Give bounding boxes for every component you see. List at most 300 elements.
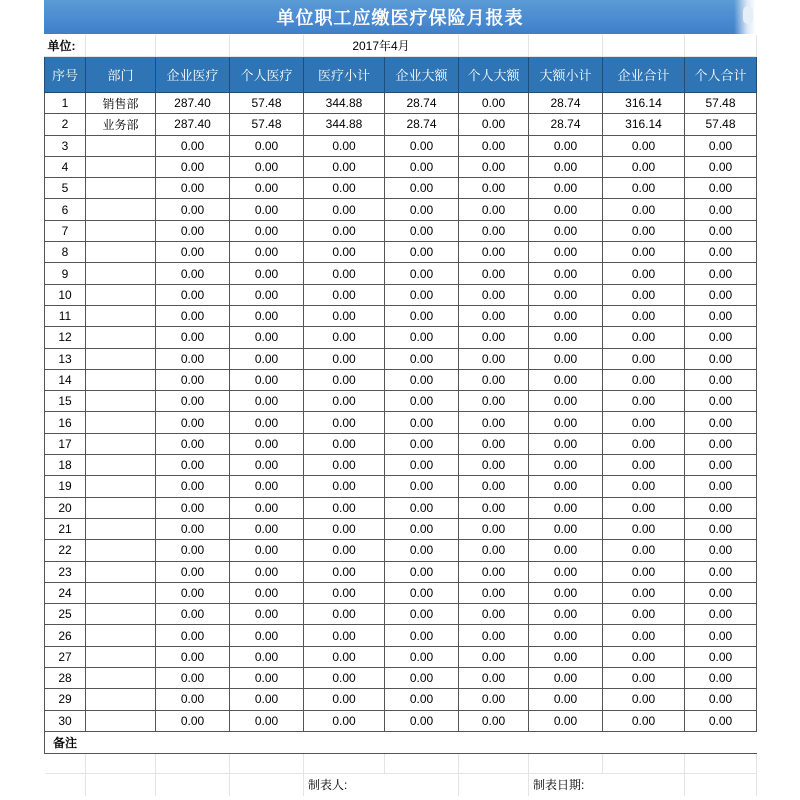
amount-cell[interactable]: 0.00 bbox=[529, 497, 603, 518]
row-number-cell[interactable]: 23 bbox=[45, 561, 86, 582]
department-cell[interactable] bbox=[86, 178, 156, 199]
amount-cell[interactable]: 0.00 bbox=[156, 327, 230, 348]
row-number-cell[interactable]: 19 bbox=[45, 476, 86, 497]
amount-cell[interactable]: 0.00 bbox=[603, 327, 685, 348]
amount-cell[interactable]: 0.00 bbox=[685, 242, 757, 263]
amount-cell[interactable]: 0.00 bbox=[156, 646, 230, 667]
amount-cell[interactable]: 0.00 bbox=[459, 156, 529, 177]
amount-cell[interactable]: 0.00 bbox=[459, 135, 529, 156]
amount-cell[interactable]: 0.00 bbox=[385, 199, 459, 220]
amount-cell[interactable]: 287.40 bbox=[156, 93, 230, 114]
amount-cell[interactable]: 0.00 bbox=[156, 369, 230, 390]
department-cell[interactable] bbox=[86, 412, 156, 433]
amount-cell[interactable]: 0.00 bbox=[459, 604, 529, 625]
amount-cell[interactable]: 0.00 bbox=[304, 135, 385, 156]
amount-cell[interactable]: 0.00 bbox=[385, 220, 459, 241]
amount-cell[interactable]: 0.00 bbox=[529, 369, 603, 390]
amount-cell[interactable]: 0.00 bbox=[459, 263, 529, 284]
row-number-cell[interactable]: 6 bbox=[45, 199, 86, 220]
meta-cell[interactable] bbox=[230, 35, 304, 57]
amount-cell[interactable]: 0.00 bbox=[459, 220, 529, 241]
amount-cell[interactable]: 0.00 bbox=[459, 476, 529, 497]
row-number-cell[interactable]: 28 bbox=[45, 668, 86, 689]
amount-cell[interactable]: 0.00 bbox=[603, 348, 685, 369]
amount-cell[interactable]: 57.48 bbox=[230, 93, 304, 114]
blank-cell[interactable] bbox=[156, 753, 230, 773]
department-cell[interactable] bbox=[86, 220, 156, 241]
amount-cell[interactable]: 0.00 bbox=[230, 646, 304, 667]
amount-cell[interactable]: 0.00 bbox=[685, 518, 757, 539]
amount-cell[interactable]: 0.00 bbox=[385, 156, 459, 177]
amount-cell[interactable]: 28.74 bbox=[385, 114, 459, 135]
amount-cell[interactable]: 0.00 bbox=[230, 412, 304, 433]
amount-cell[interactable]: 0.00 bbox=[304, 689, 385, 710]
amount-cell[interactable]: 0.00 bbox=[156, 668, 230, 689]
meta-cell[interactable] bbox=[459, 35, 529, 57]
amount-cell[interactable]: 0.00 bbox=[156, 263, 230, 284]
blank-cell[interactable] bbox=[86, 753, 156, 773]
row-number-cell[interactable]: 25 bbox=[45, 604, 86, 625]
amount-cell[interactable]: 0.00 bbox=[529, 433, 603, 454]
meta-cell[interactable] bbox=[603, 35, 685, 57]
column-header[interactable]: 大额小计 bbox=[529, 57, 603, 93]
amount-cell[interactable]: 0.00 bbox=[156, 710, 230, 731]
amount-cell[interactable]: 0.00 bbox=[529, 327, 603, 348]
amount-cell[interactable]: 0.00 bbox=[603, 668, 685, 689]
amount-cell[interactable]: 0.00 bbox=[685, 561, 757, 582]
amount-cell[interactable]: 0.00 bbox=[529, 518, 603, 539]
amount-cell[interactable]: 0.00 bbox=[685, 710, 757, 731]
amount-cell[interactable]: 0.00 bbox=[230, 540, 304, 561]
row-number-cell[interactable]: 13 bbox=[45, 348, 86, 369]
department-cell[interactable] bbox=[86, 518, 156, 539]
amount-cell[interactable]: 0.00 bbox=[230, 391, 304, 412]
row-number-cell[interactable]: 17 bbox=[45, 433, 86, 454]
blank-cell[interactable] bbox=[459, 753, 529, 773]
amount-cell[interactable]: 0.00 bbox=[230, 284, 304, 305]
amount-cell[interactable]: 0.00 bbox=[459, 284, 529, 305]
row-number-cell[interactable]: 16 bbox=[45, 412, 86, 433]
blank-cell[interactable] bbox=[385, 753, 459, 773]
amount-cell[interactable]: 0.00 bbox=[230, 625, 304, 646]
amount-cell[interactable]: 0.00 bbox=[385, 476, 459, 497]
amount-cell[interactable]: 0.00 bbox=[459, 582, 529, 603]
amount-cell[interactable]: 0.00 bbox=[529, 455, 603, 476]
amount-cell[interactable]: 0.00 bbox=[156, 582, 230, 603]
amount-cell[interactable]: 0.00 bbox=[529, 305, 603, 326]
amount-cell[interactable]: 0.00 bbox=[304, 455, 385, 476]
row-number-cell[interactable]: 21 bbox=[45, 518, 86, 539]
amount-cell[interactable]: 0.00 bbox=[156, 156, 230, 177]
amount-cell[interactable]: 316.14 bbox=[603, 93, 685, 114]
row-number-cell[interactable]: 29 bbox=[45, 689, 86, 710]
amount-cell[interactable]: 0.00 bbox=[685, 476, 757, 497]
amount-cell[interactable]: 0.00 bbox=[230, 348, 304, 369]
amount-cell[interactable]: 0.00 bbox=[156, 348, 230, 369]
amount-cell[interactable]: 0.00 bbox=[685, 433, 757, 454]
column-header[interactable]: 企业医疗 bbox=[156, 57, 230, 93]
amount-cell[interactable]: 57.48 bbox=[230, 114, 304, 135]
amount-cell[interactable]: 0.00 bbox=[385, 582, 459, 603]
amount-cell[interactable]: 0.00 bbox=[603, 476, 685, 497]
amount-cell[interactable]: 0.00 bbox=[156, 518, 230, 539]
amount-cell[interactable]: 0.00 bbox=[304, 518, 385, 539]
row-number-cell[interactable]: 14 bbox=[45, 369, 86, 390]
amount-cell[interactable]: 0.00 bbox=[685, 284, 757, 305]
row-number-cell[interactable]: 18 bbox=[45, 455, 86, 476]
amount-cell[interactable]: 0.00 bbox=[156, 199, 230, 220]
amount-cell[interactable]: 0.00 bbox=[459, 114, 529, 135]
amount-cell[interactable]: 0.00 bbox=[603, 305, 685, 326]
amount-cell[interactable]: 57.48 bbox=[685, 114, 757, 135]
amount-cell[interactable]: 0.00 bbox=[156, 561, 230, 582]
amount-cell[interactable]: 0.00 bbox=[385, 646, 459, 667]
amount-cell[interactable]: 0.00 bbox=[385, 327, 459, 348]
column-header[interactable]: 个人大额 bbox=[459, 57, 529, 93]
row-number-cell[interactable]: 12 bbox=[45, 327, 86, 348]
amount-cell[interactable]: 0.00 bbox=[385, 518, 459, 539]
row-number-cell[interactable]: 20 bbox=[45, 497, 86, 518]
amount-cell[interactable]: 0.00 bbox=[385, 689, 459, 710]
amount-cell[interactable]: 0.00 bbox=[385, 242, 459, 263]
row-number-cell[interactable]: 22 bbox=[45, 540, 86, 561]
department-cell[interactable] bbox=[86, 646, 156, 667]
amount-cell[interactable]: 0.00 bbox=[230, 135, 304, 156]
amount-cell[interactable]: 0.00 bbox=[459, 348, 529, 369]
amount-cell[interactable]: 0.00 bbox=[685, 646, 757, 667]
sign-cell[interactable] bbox=[230, 773, 304, 796]
amount-cell[interactable]: 0.00 bbox=[230, 710, 304, 731]
row-number-cell[interactable]: 10 bbox=[45, 284, 86, 305]
row-number-cell[interactable]: 9 bbox=[45, 263, 86, 284]
amount-cell[interactable]: 0.00 bbox=[230, 178, 304, 199]
amount-cell[interactable]: 0.00 bbox=[603, 263, 685, 284]
amount-cell[interactable]: 0.00 bbox=[459, 625, 529, 646]
department-cell[interactable] bbox=[86, 242, 156, 263]
amount-cell[interactable]: 0.00 bbox=[156, 433, 230, 454]
amount-cell[interactable]: 0.00 bbox=[459, 668, 529, 689]
amount-cell[interactable]: 0.00 bbox=[529, 710, 603, 731]
amount-cell[interactable]: 0.00 bbox=[685, 391, 757, 412]
amount-cell[interactable]: 0.00 bbox=[685, 582, 757, 603]
column-header[interactable]: 企业大额 bbox=[385, 57, 459, 93]
amount-cell[interactable]: 0.00 bbox=[230, 369, 304, 390]
amount-cell[interactable]: 0.00 bbox=[603, 242, 685, 263]
department-cell[interactable] bbox=[86, 263, 156, 284]
amount-cell[interactable]: 0.00 bbox=[685, 668, 757, 689]
amount-cell[interactable]: 0.00 bbox=[603, 412, 685, 433]
amount-cell[interactable]: 0.00 bbox=[603, 561, 685, 582]
amount-cell[interactable]: 0.00 bbox=[230, 156, 304, 177]
amount-cell[interactable]: 0.00 bbox=[685, 178, 757, 199]
amount-cell[interactable]: 0.00 bbox=[529, 689, 603, 710]
report-period[interactable]: 2017年4月 bbox=[304, 35, 459, 57]
blank-cell[interactable] bbox=[603, 753, 685, 773]
amount-cell[interactable]: 0.00 bbox=[156, 178, 230, 199]
row-number-cell[interactable]: 1 bbox=[45, 93, 86, 114]
amount-cell[interactable]: 0.00 bbox=[603, 689, 685, 710]
amount-cell[interactable]: 0.00 bbox=[385, 391, 459, 412]
amount-cell[interactable]: 28.74 bbox=[529, 93, 603, 114]
amount-cell[interactable]: 0.00 bbox=[685, 327, 757, 348]
amount-cell[interactable]: 0.00 bbox=[685, 220, 757, 241]
department-cell[interactable] bbox=[86, 199, 156, 220]
amount-cell[interactable]: 0.00 bbox=[230, 668, 304, 689]
amount-cell[interactable]: 0.00 bbox=[459, 242, 529, 263]
amount-cell[interactable]: 0.00 bbox=[685, 604, 757, 625]
amount-cell[interactable]: 0.00 bbox=[385, 604, 459, 625]
row-number-cell[interactable]: 2 bbox=[45, 114, 86, 135]
amount-cell[interactable]: 0.00 bbox=[685, 540, 757, 561]
amount-cell[interactable]: 0.00 bbox=[385, 455, 459, 476]
amount-cell[interactable]: 0.00 bbox=[603, 135, 685, 156]
amount-cell[interactable]: 0.00 bbox=[304, 604, 385, 625]
row-number-cell[interactable]: 24 bbox=[45, 582, 86, 603]
amount-cell[interactable]: 0.00 bbox=[603, 625, 685, 646]
amount-cell[interactable]: 0.00 bbox=[156, 284, 230, 305]
amount-cell[interactable]: 0.00 bbox=[459, 178, 529, 199]
amount-cell[interactable]: 0.00 bbox=[459, 391, 529, 412]
amount-cell[interactable]: 0.00 bbox=[529, 561, 603, 582]
amount-cell[interactable]: 0.00 bbox=[459, 540, 529, 561]
department-cell[interactable] bbox=[86, 433, 156, 454]
amount-cell[interactable]: 0.00 bbox=[685, 497, 757, 518]
department-cell[interactable] bbox=[86, 455, 156, 476]
amount-cell[interactable]: 0.00 bbox=[685, 263, 757, 284]
amount-cell[interactable]: 0.00 bbox=[304, 178, 385, 199]
amount-cell[interactable]: 0.00 bbox=[304, 156, 385, 177]
amount-cell[interactable]: 0.00 bbox=[156, 391, 230, 412]
meta-cell[interactable] bbox=[86, 35, 156, 57]
amount-cell[interactable]: 0.00 bbox=[385, 497, 459, 518]
amount-cell[interactable]: 0.00 bbox=[685, 369, 757, 390]
amount-cell[interactable]: 0.00 bbox=[156, 305, 230, 326]
department-cell[interactable]: 销售部 bbox=[86, 93, 156, 114]
row-number-cell[interactable]: 15 bbox=[45, 391, 86, 412]
amount-cell[interactable]: 57.48 bbox=[685, 93, 757, 114]
amount-cell[interactable]: 0.00 bbox=[685, 305, 757, 326]
amount-cell[interactable]: 0.00 bbox=[459, 710, 529, 731]
department-cell[interactable] bbox=[86, 391, 156, 412]
column-header[interactable]: 个人合计 bbox=[685, 57, 757, 93]
amount-cell[interactable]: 0.00 bbox=[385, 348, 459, 369]
amount-cell[interactable]: 0.00 bbox=[304, 540, 385, 561]
amount-cell[interactable]: 0.00 bbox=[685, 455, 757, 476]
amount-cell[interactable]: 0.00 bbox=[459, 327, 529, 348]
amount-cell[interactable]: 0.00 bbox=[529, 199, 603, 220]
amount-cell[interactable]: 0.00 bbox=[156, 220, 230, 241]
amount-cell[interactable]: 28.74 bbox=[529, 114, 603, 135]
amount-cell[interactable]: 0.00 bbox=[304, 284, 385, 305]
amount-cell[interactable]: 0.00 bbox=[304, 220, 385, 241]
amount-cell[interactable]: 0.00 bbox=[156, 689, 230, 710]
amount-cell[interactable]: 0.00 bbox=[459, 689, 529, 710]
department-cell[interactable] bbox=[86, 284, 156, 305]
amount-cell[interactable]: 0.00 bbox=[304, 476, 385, 497]
amount-cell[interactable]: 316.14 bbox=[603, 114, 685, 135]
blank-cell[interactable] bbox=[304, 753, 385, 773]
amount-cell[interactable]: 0.00 bbox=[529, 412, 603, 433]
amount-cell[interactable]: 0.00 bbox=[304, 412, 385, 433]
sign-cell[interactable] bbox=[156, 773, 230, 796]
amount-cell[interactable]: 0.00 bbox=[304, 561, 385, 582]
row-number-cell[interactable]: 7 bbox=[45, 220, 86, 241]
amount-cell[interactable]: 0.00 bbox=[385, 369, 459, 390]
amount-cell[interactable]: 0.00 bbox=[156, 604, 230, 625]
row-number-cell[interactable]: 8 bbox=[45, 242, 86, 263]
department-cell[interactable] bbox=[86, 540, 156, 561]
amount-cell[interactable]: 0.00 bbox=[529, 625, 603, 646]
amount-cell[interactable]: 0.00 bbox=[603, 369, 685, 390]
department-cell[interactable] bbox=[86, 689, 156, 710]
meta-cell[interactable] bbox=[685, 35, 757, 57]
sign-cell[interactable] bbox=[45, 773, 86, 796]
blank-cell[interactable] bbox=[529, 753, 603, 773]
amount-cell[interactable]: 0.00 bbox=[385, 625, 459, 646]
amount-cell[interactable]: 0.00 bbox=[685, 199, 757, 220]
amount-cell[interactable]: 0.00 bbox=[459, 369, 529, 390]
amount-cell[interactable]: 0.00 bbox=[603, 518, 685, 539]
amount-cell[interactable]: 0.00 bbox=[156, 242, 230, 263]
amount-cell[interactable]: 0.00 bbox=[156, 476, 230, 497]
amount-cell[interactable]: 0.00 bbox=[529, 284, 603, 305]
amount-cell[interactable]: 0.00 bbox=[603, 540, 685, 561]
amount-cell[interactable]: 0.00 bbox=[603, 497, 685, 518]
amount-cell[interactable]: 0.00 bbox=[230, 327, 304, 348]
row-number-cell[interactable]: 30 bbox=[45, 710, 86, 731]
amount-cell[interactable]: 0.00 bbox=[529, 220, 603, 241]
department-cell[interactable] bbox=[86, 582, 156, 603]
amount-cell[interactable]: 0.00 bbox=[685, 625, 757, 646]
amount-cell[interactable]: 0.00 bbox=[156, 540, 230, 561]
amount-cell[interactable]: 0.00 bbox=[156, 625, 230, 646]
amount-cell[interactable]: 0.00 bbox=[529, 604, 603, 625]
amount-cell[interactable]: 0.00 bbox=[603, 284, 685, 305]
amount-cell[interactable]: 0.00 bbox=[385, 668, 459, 689]
department-cell[interactable] bbox=[86, 497, 156, 518]
amount-cell[interactable]: 0.00 bbox=[230, 689, 304, 710]
amount-cell[interactable]: 344.88 bbox=[304, 93, 385, 114]
amount-cell[interactable]: 0.00 bbox=[156, 412, 230, 433]
department-cell[interactable] bbox=[86, 625, 156, 646]
amount-cell[interactable]: 0.00 bbox=[230, 199, 304, 220]
amount-cell[interactable]: 0.00 bbox=[459, 497, 529, 518]
department-cell[interactable]: 业务部 bbox=[86, 114, 156, 135]
amount-cell[interactable]: 0.00 bbox=[529, 391, 603, 412]
amount-cell[interactable]: 0.00 bbox=[304, 348, 385, 369]
amount-cell[interactable]: 344.88 bbox=[304, 114, 385, 135]
amount-cell[interactable]: 0.00 bbox=[459, 646, 529, 667]
amount-cell[interactable]: 0.00 bbox=[230, 263, 304, 284]
remarks-label[interactable]: 备注 bbox=[45, 731, 156, 753]
department-cell[interactable] bbox=[86, 348, 156, 369]
amount-cell[interactable]: 0.00 bbox=[603, 178, 685, 199]
amount-cell[interactable]: 0.00 bbox=[385, 135, 459, 156]
amount-cell[interactable]: 0.00 bbox=[385, 540, 459, 561]
row-number-cell[interactable]: 11 bbox=[45, 305, 86, 326]
amount-cell[interactable]: 0.00 bbox=[304, 497, 385, 518]
amount-cell[interactable]: 0.00 bbox=[459, 455, 529, 476]
amount-cell[interactable]: 0.00 bbox=[230, 604, 304, 625]
row-number-cell[interactable]: 26 bbox=[45, 625, 86, 646]
department-cell[interactable] bbox=[86, 369, 156, 390]
amount-cell[interactable]: 0.00 bbox=[385, 561, 459, 582]
amount-cell[interactable]: 0.00 bbox=[529, 156, 603, 177]
amount-cell[interactable]: 28.74 bbox=[385, 93, 459, 114]
amount-cell[interactable]: 0.00 bbox=[603, 582, 685, 603]
amount-cell[interactable]: 0.00 bbox=[529, 178, 603, 199]
amount-cell[interactable]: 0.00 bbox=[385, 263, 459, 284]
amount-cell[interactable]: 0.00 bbox=[459, 518, 529, 539]
amount-cell[interactable]: 0.00 bbox=[230, 242, 304, 263]
amount-cell[interactable]: 0.00 bbox=[385, 284, 459, 305]
amount-cell[interactable]: 0.00 bbox=[459, 199, 529, 220]
amount-cell[interactable]: 0.00 bbox=[603, 156, 685, 177]
amount-cell[interactable]: 0.00 bbox=[529, 476, 603, 497]
report-title[interactable] bbox=[44, 0, 756, 34]
date-label[interactable]: 制表日期: bbox=[529, 773, 685, 796]
amount-cell[interactable]: 0.00 bbox=[304, 625, 385, 646]
department-cell[interactable] bbox=[86, 305, 156, 326]
row-number-cell[interactable]: 3 bbox=[45, 135, 86, 156]
unit-label[interactable]: 单位: bbox=[45, 35, 86, 57]
amount-cell[interactable]: 0.00 bbox=[603, 433, 685, 454]
amount-cell[interactable]: 0.00 bbox=[304, 305, 385, 326]
column-header[interactable]: 个人医疗 bbox=[230, 57, 304, 93]
amount-cell[interactable]: 0.00 bbox=[156, 497, 230, 518]
amount-cell[interactable]: 0.00 bbox=[529, 348, 603, 369]
amount-cell[interactable]: 0.00 bbox=[459, 93, 529, 114]
amount-cell[interactable]: 0.00 bbox=[304, 646, 385, 667]
amount-cell[interactable]: 0.00 bbox=[304, 710, 385, 731]
amount-cell[interactable]: 0.00 bbox=[529, 135, 603, 156]
amount-cell[interactable]: 0.00 bbox=[603, 604, 685, 625]
column-header[interactable]: 企业合计 bbox=[603, 57, 685, 93]
amount-cell[interactable]: 287.40 bbox=[156, 114, 230, 135]
amount-cell[interactable]: 0.00 bbox=[603, 710, 685, 731]
amount-cell[interactable]: 0.00 bbox=[529, 242, 603, 263]
amount-cell[interactable]: 0.00 bbox=[385, 433, 459, 454]
amount-cell[interactable]: 0.00 bbox=[230, 220, 304, 241]
department-cell[interactable] bbox=[86, 604, 156, 625]
amount-cell[interactable]: 0.00 bbox=[385, 710, 459, 731]
department-cell[interactable] bbox=[86, 156, 156, 177]
amount-cell[interactable]: 0.00 bbox=[603, 391, 685, 412]
department-cell[interactable] bbox=[86, 135, 156, 156]
amount-cell[interactable]: 0.00 bbox=[304, 263, 385, 284]
amount-cell[interactable]: 0.00 bbox=[304, 199, 385, 220]
amount-cell[interactable]: 0.00 bbox=[685, 689, 757, 710]
amount-cell[interactable]: 0.00 bbox=[603, 220, 685, 241]
amount-cell[interactable]: 0.00 bbox=[685, 135, 757, 156]
remarks-cell[interactable] bbox=[156, 731, 757, 753]
preparer-label[interactable]: 制表人: bbox=[304, 773, 459, 796]
amount-cell[interactable]: 0.00 bbox=[230, 455, 304, 476]
amount-cell[interactable]: 0.00 bbox=[685, 412, 757, 433]
row-number-cell[interactable]: 4 bbox=[45, 156, 86, 177]
column-header[interactable]: 部门 bbox=[86, 57, 156, 93]
amount-cell[interactable]: 0.00 bbox=[304, 433, 385, 454]
department-cell[interactable] bbox=[86, 327, 156, 348]
blank-cell[interactable] bbox=[230, 753, 304, 773]
amount-cell[interactable]: 0.00 bbox=[230, 518, 304, 539]
sign-cell[interactable] bbox=[685, 773, 757, 796]
amount-cell[interactable]: 0.00 bbox=[459, 561, 529, 582]
amount-cell[interactable]: 0.00 bbox=[230, 497, 304, 518]
amount-cell[interactable]: 0.00 bbox=[685, 156, 757, 177]
department-cell[interactable] bbox=[86, 710, 156, 731]
amount-cell[interactable]: 0.00 bbox=[304, 582, 385, 603]
